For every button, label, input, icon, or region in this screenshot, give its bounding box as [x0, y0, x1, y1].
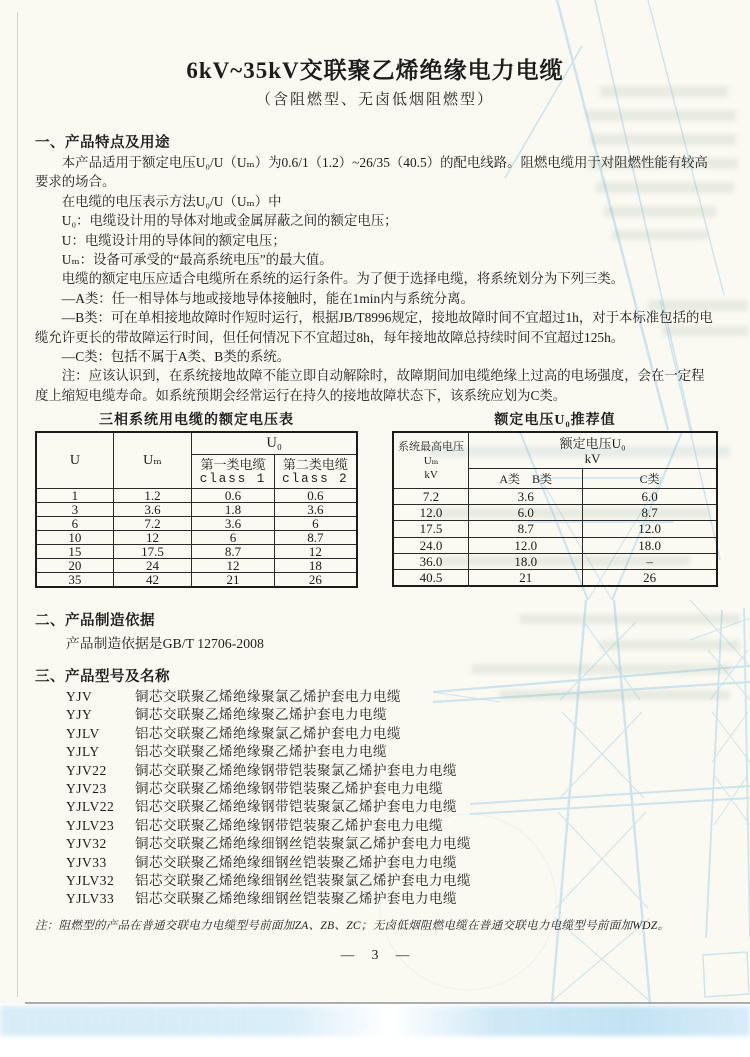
- model-code: YJV22: [66, 762, 107, 778]
- table-cell: 1: [36, 489, 113, 503]
- table-row: [36, 489, 357, 503]
- table-cell: 17.5: [393, 521, 469, 537]
- note-text: 注：阻燃型的产品在普通交联电力电缆型号前面加ZA、ZB、ZC；无卤低烟阻燃电缆在普通交联电力电缆型号前面加WDZ。: [35, 920, 670, 932]
- table-row: [393, 521, 717, 537]
- table-cell: 12.0: [393, 505, 469, 521]
- table-cell: 26: [274, 573, 357, 588]
- table-cell: 36.0: [393, 553, 469, 569]
- section1-paragraphs: [35, 153, 717, 405]
- model-row: [66, 743, 716, 761]
- column-header-rated-voltage-label: 额定电压U₀: [559, 435, 626, 451]
- table-cell: 1.2: [113, 489, 191, 503]
- model-name: 铜芯交联聚乙烯绝缘钢带铠装聚氯乙烯护套电力电缆: [135, 762, 457, 778]
- paragraph: Uₘ：设备可承受的“最高系统电压”的最大值。: [61, 252, 333, 268]
- table-row: [393, 569, 717, 586]
- column-header-class-c: C类: [583, 469, 717, 489]
- model-name: 铜芯交联聚乙烯绝缘细钢丝铠装聚氯乙烯护套电力电缆: [135, 836, 471, 852]
- model-code: YJLV: [66, 725, 100, 741]
- model-name: 铜芯交联聚乙烯绝缘细钢丝铠装聚乙烯护套电力电缆: [135, 854, 457, 870]
- table-cell: 0.6: [192, 489, 275, 503]
- column-header-u: U: [36, 432, 113, 489]
- column-header-system-voltage-label: 系统最高电压Uₘ: [398, 440, 465, 467]
- table-cell: 3.6: [192, 517, 275, 531]
- model-name: 铝芯交联聚乙烯绝缘聚氯乙烯护套电力电缆: [135, 725, 401, 741]
- page-edge-line: [25, 1002, 750, 1004]
- table-cell: 8.7: [192, 545, 275, 559]
- table-cell: 10: [36, 531, 113, 545]
- table-cell: 21: [469, 569, 583, 586]
- model-row: [66, 798, 716, 816]
- model-code: YJV33: [66, 854, 107, 870]
- model-code: YJV32: [66, 836, 107, 852]
- page-number: — 3 —: [340, 947, 410, 962]
- table-cell: 35: [36, 573, 113, 588]
- table-cell: 1.8: [192, 503, 275, 517]
- table-cell: 7.2: [113, 517, 191, 531]
- model-code: YJV23: [66, 780, 107, 796]
- model-row: [66, 688, 716, 706]
- table-cell: 7.2: [393, 489, 469, 505]
- table-cell: 26: [583, 569, 717, 586]
- rated-voltage-table: [35, 431, 358, 588]
- column-header-class1: [192, 455, 275, 489]
- model-code: YJLV22: [66, 799, 115, 815]
- table-cell: 0.6: [274, 489, 357, 503]
- table-row: [393, 553, 717, 569]
- table-cell: 3.6: [469, 489, 583, 505]
- paragraph: 在电缆的电压表示方法U₀/U（Uₘ）中: [61, 193, 282, 209]
- column-header-rated-voltage-unit: kV: [584, 450, 601, 466]
- model-row: [66, 706, 716, 724]
- table-cell: 6: [36, 517, 113, 531]
- model-row: [66, 854, 716, 872]
- section3-heading: 三、产品型号及名称: [35, 669, 170, 685]
- model-row: [66, 762, 716, 780]
- table-cell: 3: [36, 503, 113, 517]
- table-row: [393, 537, 717, 553]
- column-header-class1-en: class 1: [199, 471, 267, 486]
- model-code: YJLV23: [66, 817, 115, 833]
- model-row: [66, 872, 716, 890]
- table-cell: 17.5: [113, 545, 191, 559]
- column-header-um: Uₘ: [113, 432, 191, 489]
- paragraph: 电缆的额定电压应适合电缆所在系统的运行条件。为了便于选择电缆，将系统划分为下列三类。: [61, 271, 625, 287]
- model-code: YJLV33: [66, 891, 115, 907]
- table-cell: 12: [274, 545, 357, 559]
- table-cell: 3.6: [274, 503, 357, 517]
- table-cell: 8.7: [583, 505, 717, 521]
- model-row: [66, 780, 716, 798]
- model-code: YJY: [66, 707, 93, 723]
- table-cell: 12: [192, 559, 275, 573]
- paragraph: 本产品适用于额定电压U₀/U（Uₘ）为0.6/1（1.2）~26/35（40.5）的配电线路。阻燃电缆用于对阻燃性能有较高要求的场合。: [35, 155, 708, 190]
- paragraph: —B类：可在单相接地故障时作短时运行，根据JB/T8996规定，接地故障时间不宜超过1h，对于本标准包括的电缆允许更长的带故障运行时间，但任何情况下不宜超过8h，每年接地故障总持续时间不宜超过125h。: [35, 310, 713, 345]
- table-row: [36, 559, 357, 573]
- table-cell: 15: [36, 545, 113, 559]
- column-header-class1-cn: 第一类电缆: [200, 456, 266, 472]
- column-header-u0: U₀: [192, 432, 357, 455]
- column-header-rated-voltage: [469, 432, 717, 469]
- paragraph: —A类：任一相导体与地或接地导体接触时，能在1min内与系统分离。: [61, 290, 474, 306]
- model-name: 铜芯交联聚乙烯绝缘钢带铠装聚乙烯护套电力电缆: [135, 780, 443, 796]
- table-cell: 24: [113, 559, 191, 573]
- column-header-class2-cn: 第二类电缆: [282, 456, 348, 472]
- table-cell: 42: [113, 573, 191, 588]
- table-cell: 6: [274, 517, 357, 531]
- recommended-voltage-table-title: 额定电压U₀推荐值: [494, 413, 616, 428]
- page-fold-line: [17, 12, 18, 997]
- table-row: [393, 489, 717, 505]
- section2-body: 产品制造依据是GB/T 12706-2008: [66, 636, 264, 651]
- model-code: YJV: [66, 689, 93, 704]
- table-row: [36, 503, 357, 517]
- table-cell: 12: [113, 531, 191, 545]
- model-list: [66, 688, 716, 909]
- table-row: [36, 531, 357, 545]
- table-cell: 6.0: [583, 489, 717, 505]
- model-name: 铝芯交联聚乙烯绝缘钢带铠装聚氯乙烯护套电力电缆: [135, 799, 457, 815]
- paragraph: 注：应该认识到，在系统接地故障不能立即自动解除时，故障期间加电缆绝缘上过高的电场强度，会在一定程度上缩短电缆寿命。如系统预期会经常运行在持久的接地故障状态下，该系统应划为C类。: [35, 368, 705, 403]
- table-cell: 12.0: [469, 537, 583, 553]
- model-row: [66, 725, 716, 743]
- table-cell: 12.0: [583, 521, 717, 537]
- table-cell: 21: [192, 573, 275, 588]
- page-title: 6kV~35kV交联聚乙烯绝缘电力电缆: [186, 58, 564, 83]
- table-cell: 6: [192, 531, 275, 545]
- section2-heading: 二、产品制造依据: [35, 613, 155, 629]
- rated-voltage-table-title: 三相系统用电缆的额定电压表: [99, 413, 294, 428]
- column-header-system-voltage: [393, 432, 469, 489]
- table-cell: 18: [274, 559, 357, 573]
- table-row: [36, 517, 357, 531]
- table-row: [36, 573, 357, 588]
- table-cell: 18.0: [583, 537, 717, 553]
- table-cell: 8.7: [469, 521, 583, 537]
- paragraph: U₀：电缆设计用的导体对地或金属屏蔽之间的额定电压；: [61, 213, 398, 229]
- table-cell: 20: [36, 559, 113, 573]
- column-header-system-voltage-unit: kV: [424, 468, 438, 481]
- model-name: 铝芯交联聚乙烯绝缘细钢丝铠装聚氯乙烯护套电力电缆: [135, 872, 471, 888]
- model-name: 铝芯交联聚乙烯绝缘钢带铠装聚乙烯护套电力电缆: [135, 817, 443, 833]
- model-row: [66, 890, 716, 908]
- table-cell: 40.5: [393, 569, 469, 586]
- model-name: 铜芯交联聚乙烯绝缘聚氯乙烯护套电力电缆: [135, 689, 401, 704]
- table-cell: –: [583, 553, 717, 569]
- table-cell: 3.6: [113, 503, 191, 517]
- model-name: 铝芯交联聚乙烯绝缘细钢丝铠装聚乙烯护套电力电缆: [135, 891, 457, 907]
- page-subtitle: （含阻燃型、无卤低烟阻燃型）: [255, 92, 494, 108]
- table-row: [393, 505, 717, 521]
- model-code: YJLV32: [66, 872, 115, 888]
- model-name: 铝芯交联聚乙烯绝缘聚乙烯护套电力电缆: [135, 744, 387, 760]
- table-cell: 18.0: [469, 553, 583, 569]
- column-header-class2: [274, 455, 357, 489]
- table-cell: 24.0: [393, 537, 469, 553]
- paragraph: —C类：包括不属于A类、B类的系统。: [61, 349, 291, 365]
- model-row: [66, 835, 716, 853]
- model-code: YJLY: [66, 744, 100, 760]
- column-header-class2-en: class 2: [282, 471, 349, 486]
- section1-heading: 一、产品特点及用途: [35, 135, 170, 151]
- model-name: 铜芯交联聚乙烯绝缘聚乙烯护套电力电缆: [135, 707, 387, 723]
- table-row: [36, 545, 357, 559]
- paragraph: U：电缆设计用的导体间的额定电压；: [61, 232, 286, 248]
- table-cell: 6.0: [469, 505, 583, 521]
- column-header-class-ab: A类 B类: [469, 469, 583, 489]
- table-cell: 8.7: [274, 531, 357, 545]
- model-row: [66, 817, 716, 835]
- recommended-voltage-table: [392, 431, 718, 587]
- page-bottom-band: [0, 1006, 750, 1036]
